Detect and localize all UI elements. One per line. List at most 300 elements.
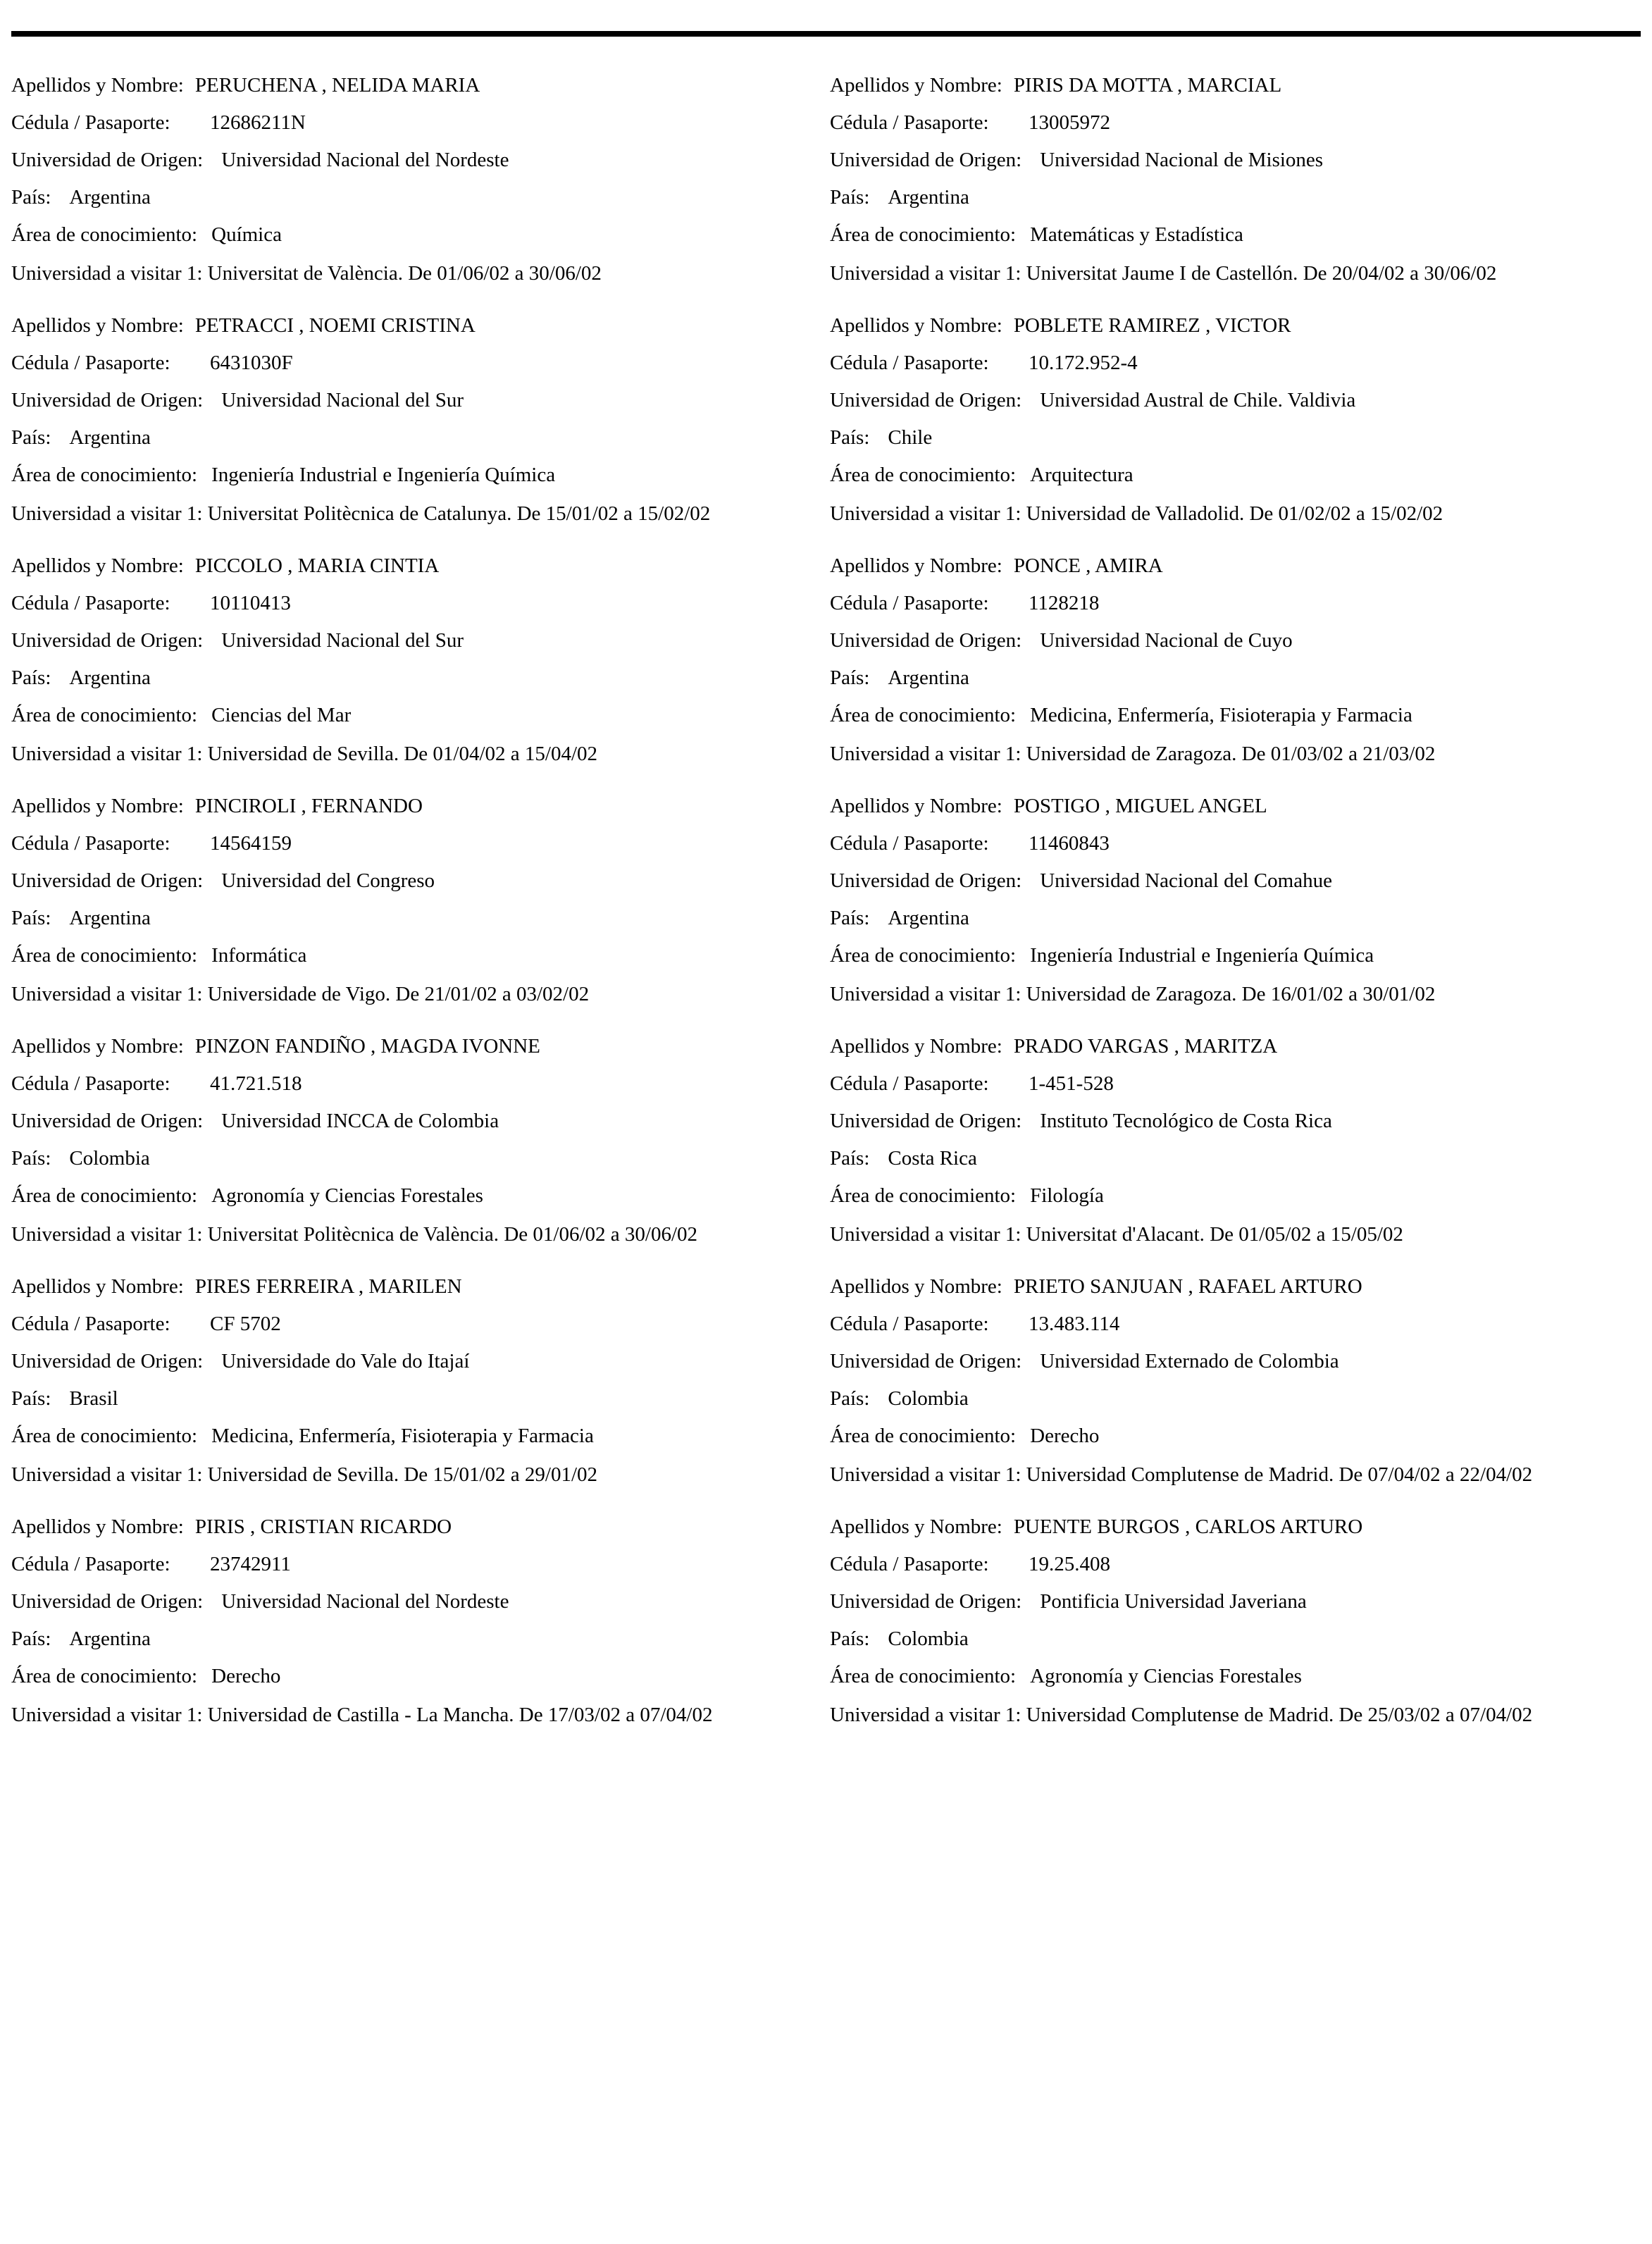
visit-university: Universidad de Castilla - La Mancha. [207, 1704, 514, 1726]
origin-value: Universidad Nacional del Nordeste [221, 1590, 509, 1613]
name-label: Apellidos y Nombre: [11, 314, 184, 337]
country-label: País: [11, 426, 51, 449]
left-column [11, 73, 800, 1755]
name-row [830, 73, 1619, 97]
from-date: 15/01/02 [433, 1463, 506, 1486]
to-date: 30/06/02 [528, 262, 602, 285]
area-row [830, 223, 1619, 247]
origin-value: Universidad Nacional de Cuyo [1040, 629, 1293, 652]
name-value: PONCE , AMIRA [1013, 554, 1163, 577]
cedula-row [830, 111, 1619, 135]
to-date: 30/01/02 [1362, 983, 1436, 1005]
area-row [11, 1664, 800, 1688]
area-value: Derecho [1030, 1425, 1100, 1447]
area-label: Área de conocimiento: [11, 223, 198, 246]
origin-label: Universidad de Origen: [830, 1350, 1022, 1372]
record-left-4 [11, 794, 800, 1008]
cedula-label: Cédula / Pasaporte: [11, 1313, 170, 1335]
visit-row [830, 1701, 1619, 1728]
to-date: 07/04/02 [1460, 1704, 1533, 1726]
name-label: Apellidos y Nombre: [830, 74, 1002, 97]
record-left-6 [11, 1275, 800, 1488]
visit-university: Universidad Complutense de Madrid. [1026, 1704, 1334, 1726]
origin-row [830, 148, 1619, 172]
cedula-row [11, 831, 800, 855]
to-label: a [514, 262, 524, 285]
name-row [830, 554, 1619, 578]
from-date: 15/01/02 [545, 502, 619, 525]
from-date: 16/01/02 [1270, 983, 1343, 1005]
record-right-2 [830, 314, 1619, 527]
to-label: a [1355, 502, 1365, 525]
name-row [830, 794, 1619, 818]
area-row [830, 943, 1619, 967]
name-value: PETRACCI , NOEMI CRISTINA [194, 314, 476, 337]
visit-row [11, 981, 800, 1008]
name-row [11, 554, 800, 578]
country-row [11, 666, 800, 690]
from-label: De [1303, 262, 1327, 285]
area-value: Química [211, 223, 282, 246]
cedula-row [11, 591, 800, 615]
to-date: 15/02/02 [1370, 502, 1443, 525]
name-label: Apellidos y Nombre: [11, 795, 184, 817]
cedula-row [11, 1072, 800, 1096]
cedula-label: Cédula / Pasaporte: [11, 352, 170, 374]
origin-value: Universidad Nacional del Sur [221, 389, 464, 411]
country-row [11, 1146, 800, 1170]
country-row [830, 1387, 1619, 1411]
visit-university: Universidade de Vigo. [207, 983, 391, 1005]
from-label: De [1339, 1463, 1363, 1486]
cedula-value: 1128218 [1029, 592, 1100, 614]
country-row [830, 1146, 1619, 1170]
country-row [11, 426, 800, 450]
from-label: De [395, 983, 420, 1005]
visit-row [11, 1221, 800, 1248]
country-value: Argentina [69, 667, 151, 689]
country-row [11, 1387, 800, 1411]
area-row [830, 463, 1619, 487]
name-label: Apellidos y Nombre: [830, 1035, 1002, 1058]
origin-label: Universidad de Origen: [11, 389, 204, 411]
country-label: País: [830, 1387, 870, 1410]
from-label: De [1249, 502, 1274, 525]
cedula-row [830, 351, 1619, 375]
area-label: Área de conocimiento: [830, 1184, 1017, 1207]
to-label: a [626, 1704, 635, 1726]
visit-label: Universidad a visitar 1: [830, 743, 1021, 765]
from-date: 01/05/02 [1238, 1223, 1312, 1246]
country-label: País: [11, 1387, 51, 1410]
country-value: Colombia [69, 1147, 150, 1170]
name-row [11, 1515, 800, 1539]
from-date: 20/04/02 [1331, 262, 1405, 285]
cedula-value: 6431030F [210, 352, 293, 374]
cedula-label: Cédula / Pasaporte: [830, 1072, 989, 1095]
name-row [830, 1034, 1619, 1058]
cedula-value: 13.483.114 [1029, 1313, 1120, 1335]
origin-label: Universidad de Origen: [830, 389, 1022, 411]
from-date: 01/06/02 [533, 1223, 606, 1246]
area-value: Arquitectura [1030, 464, 1134, 486]
origin-label: Universidad de Origen: [11, 1110, 204, 1132]
cedula-label: Cédula / Pasaporte: [830, 111, 989, 134]
area-row [830, 1664, 1619, 1688]
country-row [11, 906, 800, 930]
country-label: País: [830, 667, 870, 689]
area-value: Medicina, Enfermería, Fisioterapia y Farmacia [1030, 704, 1412, 726]
name-row [11, 314, 800, 337]
name-value: PRIETO SANJUAN , RAFAEL ARTURO [1013, 1275, 1362, 1298]
cedula-value: 12686211N [210, 111, 306, 134]
to-date: 15/02/02 [638, 502, 711, 525]
cedula-label: Cédula / Pasaporte: [830, 1553, 989, 1575]
country-value: Chile [888, 426, 933, 449]
area-row [11, 1184, 800, 1208]
cedula-value: 11460843 [1029, 832, 1110, 855]
to-date: 03/02/02 [516, 983, 590, 1005]
visit-university: Universitat Jaume I de Castellón. [1026, 262, 1298, 285]
visit-university: Universidad de Valladolid. [1026, 502, 1245, 525]
country-label: País: [830, 907, 870, 929]
visit-university: Universitat Politècnica de Catalunya. [207, 502, 512, 525]
country-value: Argentina [69, 907, 151, 929]
area-label: Área de conocimiento: [11, 1184, 198, 1207]
to-label: a [1348, 743, 1358, 765]
country-row [830, 666, 1619, 690]
from-date: 21/01/02 [424, 983, 497, 1005]
visit-university: Universitat d'Alacant. [1026, 1223, 1205, 1246]
area-value: Ingeniería Industrial e Ingeniería Química [1030, 944, 1374, 967]
country-label: País: [11, 1628, 51, 1650]
origin-value: Pontificia Universidad Javeriana [1040, 1590, 1307, 1613]
country-row [11, 185, 800, 209]
right-column [830, 73, 1619, 1755]
name-row [11, 73, 800, 97]
cedula-label: Cédula / Pasaporte: [830, 592, 989, 614]
visit-university: Universidad de Sevilla. [207, 743, 399, 765]
from-date: 01/06/02 [437, 262, 510, 285]
cedula-value: 23742911 [210, 1553, 291, 1575]
area-label: Área de conocimiento: [11, 1665, 198, 1687]
cedula-value: 10.172.952-4 [1029, 352, 1138, 374]
cedula-label: Cédula / Pasaporte: [830, 352, 989, 374]
area-label: Área de conocimiento: [11, 944, 198, 967]
origin-label: Universidad de Origen: [11, 869, 204, 892]
to-date: 07/04/02 [640, 1704, 713, 1726]
origin-label: Universidad de Origen: [830, 149, 1022, 171]
origin-row [830, 628, 1619, 652]
visit-label: Universidad a visitar 1: [11, 1223, 203, 1246]
cedula-row [11, 111, 800, 135]
country-value: Argentina [888, 907, 969, 929]
cedula-value: 41.721.518 [210, 1072, 302, 1095]
name-label: Apellidos y Nombre: [830, 314, 1002, 337]
from-label: De [1210, 1223, 1234, 1246]
area-row [11, 1424, 800, 1448]
to-label: a [502, 983, 511, 1005]
record-right-4 [830, 794, 1619, 1008]
cedula-label: Cédula / Pasaporte: [11, 832, 170, 855]
to-label: a [1445, 1704, 1455, 1726]
visit-label: Universidad a visitar 1: [11, 983, 203, 1005]
name-value: PRADO VARGAS , MARITZA [1013, 1035, 1278, 1058]
origin-label: Universidad de Origen: [830, 629, 1022, 652]
name-value: PIRES FERREIRA , MARILEN [194, 1275, 462, 1298]
visit-label: Universidad a visitar 1: [830, 1463, 1021, 1486]
visit-row [830, 1221, 1619, 1248]
country-row [830, 1627, 1619, 1651]
origin-row [11, 1109, 800, 1133]
origin-row [11, 1589, 800, 1613]
record-right-6 [830, 1275, 1619, 1488]
from-date: 07/04/02 [1367, 1463, 1441, 1486]
from-date: 01/04/02 [433, 743, 506, 765]
area-row [11, 943, 800, 967]
cedula-label: Cédula / Pasaporte: [830, 1313, 989, 1335]
name-label: Apellidos y Nombre: [830, 795, 1002, 817]
name-label: Apellidos y Nombre: [830, 554, 1002, 577]
origin-value: Universidad Austral de Chile. Valdivia [1040, 389, 1356, 411]
area-row [830, 1184, 1619, 1208]
visit-row [830, 1461, 1619, 1488]
origin-label: Universidad de Origen: [11, 1350, 204, 1372]
origin-row [11, 1349, 800, 1373]
name-value: POSTIGO , MIGUEL ANGEL [1013, 795, 1267, 817]
country-value: Colombia [888, 1387, 969, 1410]
country-value: Argentina [69, 186, 151, 209]
cedula-row [11, 1312, 800, 1336]
country-row [830, 426, 1619, 450]
visit-label: Universidad a visitar 1: [11, 502, 203, 525]
visit-university: Universitat de València. [207, 262, 403, 285]
to-date: 21/03/02 [1362, 743, 1436, 765]
country-label: País: [11, 1147, 51, 1170]
country-label: País: [830, 186, 870, 209]
name-row [830, 1275, 1619, 1298]
to-date: 15/04/02 [524, 743, 598, 765]
area-label: Área de conocimiento: [830, 704, 1017, 726]
visit-row [830, 500, 1619, 527]
area-row [11, 703, 800, 727]
cedula-row [830, 831, 1619, 855]
visit-row [11, 500, 800, 527]
area-label: Área de conocimiento: [830, 223, 1017, 246]
origin-value: Universidad Nacional del Comahue [1040, 869, 1332, 892]
country-value: Brasil [69, 1387, 118, 1410]
name-value: PUENTE BURGOS , CARLOS ARTURO [1013, 1515, 1363, 1538]
origin-label: Universidad de Origen: [11, 149, 204, 171]
to-date: 15/05/02 [1330, 1223, 1403, 1246]
name-label: Apellidos y Nombre: [11, 1515, 184, 1538]
to-label: a [1410, 262, 1420, 285]
visit-university: Universidad de Zaragoza. [1026, 983, 1237, 1005]
area-value: Filología [1030, 1184, 1104, 1207]
name-label: Apellidos y Nombre: [11, 1275, 184, 1298]
to-label: a [1316, 1223, 1326, 1246]
from-date: 25/03/02 [1367, 1704, 1441, 1726]
country-value: Argentina [888, 667, 969, 689]
origin-label: Universidad de Origen: [11, 629, 204, 652]
visit-row [11, 740, 800, 767]
from-label: De [1241, 983, 1266, 1005]
cedula-label: Cédula / Pasaporte: [11, 111, 170, 134]
area-row [11, 223, 800, 247]
origin-label: Universidad de Origen: [830, 1110, 1022, 1132]
area-label: Área de conocimiento: [830, 1425, 1017, 1447]
visit-row [11, 260, 800, 287]
cedula-label: Cédula / Pasaporte: [11, 1553, 170, 1575]
from-label: De [408, 262, 433, 285]
visit-label: Universidad a visitar 1: [11, 1463, 203, 1486]
to-date: 29/01/02 [524, 1463, 598, 1486]
country-row [830, 185, 1619, 209]
area-label: Área de conocimiento: [11, 704, 198, 726]
visit-label: Universidad a visitar 1: [11, 743, 203, 765]
to-label: a [1348, 983, 1358, 1005]
cedula-label: Cédula / Pasaporte: [11, 1072, 170, 1095]
from-label: De [1241, 743, 1266, 765]
area-label: Área de conocimiento: [11, 1425, 198, 1447]
name-label: Apellidos y Nombre: [11, 74, 184, 97]
to-label: a [510, 743, 520, 765]
record-right-5 [830, 1034, 1619, 1248]
record-right-3 [830, 554, 1619, 767]
cedula-value: CF 5702 [210, 1313, 281, 1335]
visit-label: Universidad a visitar 1: [830, 262, 1021, 285]
cedula-row [11, 351, 800, 375]
area-label: Área de conocimiento: [11, 464, 198, 486]
area-value: Informática [211, 944, 307, 967]
origin-value: Universidad Nacional de Misiones [1040, 149, 1324, 171]
origin-value: Universidad Nacional del Nordeste [221, 149, 509, 171]
record-left-2 [11, 314, 800, 527]
country-label: País: [11, 186, 51, 209]
cedula-row [830, 1552, 1619, 1576]
to-date: 22/04/02 [1460, 1463, 1533, 1486]
origin-row [11, 628, 800, 652]
name-label: Apellidos y Nombre: [830, 1515, 1002, 1538]
visit-label: Universidad a visitar 1: [11, 262, 203, 285]
origin-row [830, 869, 1619, 893]
from-label: De [404, 743, 428, 765]
visit-label: Universidad a visitar 1: [830, 1704, 1021, 1726]
name-value: PERUCHENA , NELIDA MARIA [194, 74, 480, 97]
visit-university: Universitat Politècnica de València. [207, 1223, 499, 1246]
area-value: Ciencias del Mar [211, 704, 352, 726]
name-row [11, 1275, 800, 1298]
origin-label: Universidad de Origen: [830, 1590, 1022, 1613]
from-date: 17/03/02 [547, 1704, 621, 1726]
area-row [11, 463, 800, 487]
cedula-row [830, 1312, 1619, 1336]
origin-value: Instituto Tecnológico de Costa Rica [1040, 1110, 1332, 1132]
country-label: País: [11, 907, 51, 929]
origin-row [830, 1109, 1619, 1133]
visit-row [11, 1461, 800, 1488]
name-label: Apellidos y Nombre: [830, 1275, 1002, 1298]
to-label: a [623, 502, 633, 525]
visit-row [830, 260, 1619, 287]
name-label: Apellidos y Nombre: [11, 1035, 184, 1058]
cedula-row [830, 591, 1619, 615]
record-right-7 [830, 1515, 1619, 1728]
origin-value: Universidad del Congreso [221, 869, 435, 892]
area-row [830, 1424, 1619, 1448]
to-label: a [610, 1223, 620, 1246]
name-value: PINCIROLI , FERNANDO [194, 795, 423, 817]
name-value: PIRIS , CRISTIAN RICARDO [194, 1515, 452, 1538]
country-value: Colombia [888, 1628, 969, 1650]
to-label: a [510, 1463, 520, 1486]
origin-label: Universidad de Origen: [830, 869, 1022, 892]
origin-row [11, 388, 800, 412]
from-label: De [518, 1704, 543, 1726]
name-row [11, 1034, 800, 1058]
visit-row [11, 1701, 800, 1728]
name-value: POBLETE RAMIREZ , VICTOR [1013, 314, 1291, 337]
area-value: Agronomía y Ciencias Forestales [1030, 1665, 1302, 1687]
area-value: Derecho [211, 1665, 281, 1687]
from-label: De [504, 1223, 528, 1246]
name-row [11, 794, 800, 818]
country-label: País: [830, 1628, 870, 1650]
cedula-value: 1-451-528 [1029, 1072, 1114, 1095]
origin-value: Universidad Nacional del Sur [221, 629, 464, 652]
from-label: De [516, 502, 541, 525]
area-value: Medicina, Enfermería, Fisioterapia y Farmacia [211, 1425, 594, 1447]
top-rule [11, 31, 1641, 37]
from-label: De [404, 1463, 428, 1486]
cedula-value: 13005972 [1029, 111, 1110, 134]
cedula-label: Cédula / Pasaporte: [11, 592, 170, 614]
visit-university: Universidad de Sevilla. [207, 1463, 399, 1486]
country-label: País: [830, 426, 870, 449]
to-date: 30/06/02 [1424, 262, 1497, 285]
country-value: Argentina [888, 186, 969, 209]
country-value: Costa Rica [888, 1147, 977, 1170]
from-date: 01/03/02 [1270, 743, 1343, 765]
area-value: Ingeniería Industrial e Ingeniería Química [211, 464, 556, 486]
name-value: PIRIS DA MOTTA , MARCIAL [1013, 74, 1282, 97]
cedula-row [11, 1552, 800, 1576]
to-date: 30/06/02 [624, 1223, 698, 1246]
visit-label: Universidad a visitar 1: [830, 1223, 1021, 1246]
cedula-label: Cédula / Pasaporte: [830, 832, 989, 855]
origin-row [830, 388, 1619, 412]
from-label: De [1339, 1704, 1363, 1726]
origin-row [830, 1349, 1619, 1373]
record-left-1 [11, 73, 800, 287]
area-label: Área de conocimiento: [830, 464, 1017, 486]
area-value: Matemáticas y Estadística [1030, 223, 1243, 246]
country-label: País: [11, 667, 51, 689]
origin-value: Universidad INCCA de Colombia [221, 1110, 499, 1132]
area-value: Agronomía y Ciencias Forestales [211, 1184, 483, 1207]
cedula-value: 14564159 [210, 832, 292, 855]
origin-row [11, 148, 800, 172]
visit-label: Universidad a visitar 1: [11, 1704, 203, 1726]
name-row [830, 1515, 1619, 1539]
record-left-7 [11, 1515, 800, 1728]
from-date: 01/02/02 [1278, 502, 1351, 525]
record-left-5 [11, 1034, 800, 1248]
country-value: Argentina [69, 1628, 151, 1650]
origin-row [830, 1589, 1619, 1613]
visit-row [830, 740, 1619, 767]
record-left-3 [11, 554, 800, 767]
